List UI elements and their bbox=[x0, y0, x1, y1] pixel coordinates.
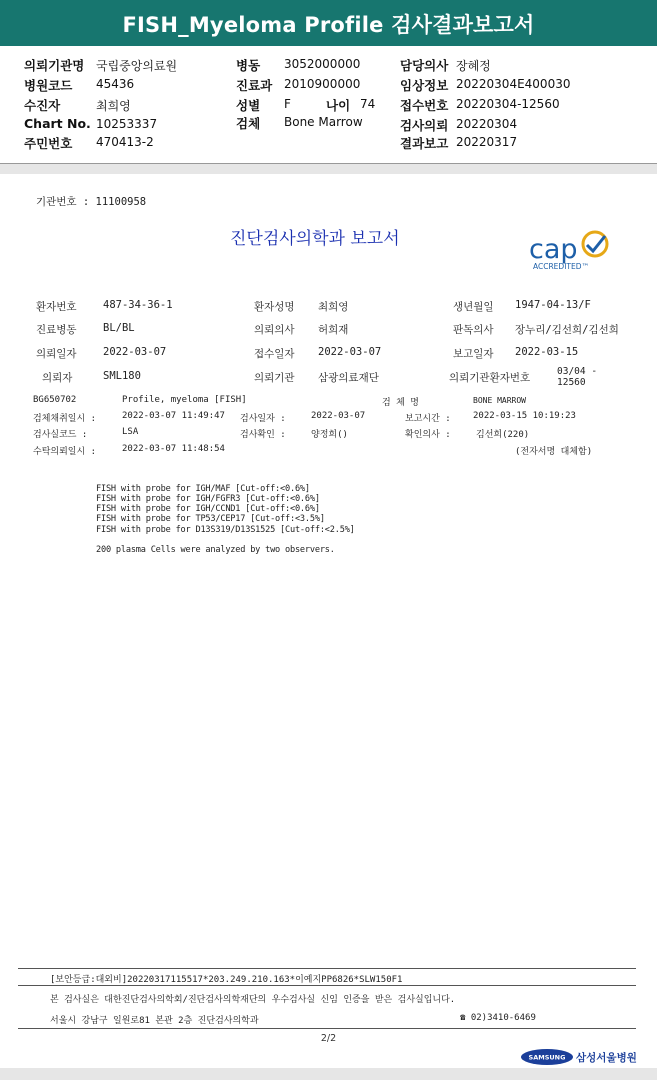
label-ward: 병동 bbox=[236, 58, 261, 73]
lab-address: 서울시 강남구 일원로81 본관 2층 진단검사의학과 bbox=[50, 1016, 259, 1026]
label-patient-name: 환자성명 bbox=[254, 301, 295, 313]
report-title: FISH_Myeloma Profile 검사결과보고서 bbox=[122, 13, 535, 37]
value-receipt-no: 20220304-12560 bbox=[456, 97, 560, 111]
value-confirm-doctor: 김선희(220) bbox=[476, 430, 530, 440]
value-physician: 장혜정 bbox=[456, 59, 491, 73]
label-age: 나이 bbox=[326, 98, 351, 113]
value-lab-code: LSA bbox=[122, 427, 139, 437]
label-receipt-no: 접수번호 bbox=[400, 98, 449, 113]
label-institution-patient-no: 의뢰기관환자번호 bbox=[449, 372, 531, 384]
value-request-institution: 삼광의료재단 bbox=[318, 372, 379, 384]
value-age: 74 bbox=[360, 97, 376, 111]
label-chart-no: Chart No. bbox=[24, 116, 91, 131]
value-collect-time: 2022-03-07 11:49:47 bbox=[122, 411, 225, 421]
page-number: 2/2 bbox=[320, 1033, 337, 1044]
label-report-time: 보고시간 : bbox=[405, 414, 451, 424]
value-report-time: 2022-03-15 10:19:23 bbox=[473, 411, 576, 421]
footer-top-line bbox=[18, 968, 636, 969]
label-physician: 담당의사 bbox=[400, 58, 449, 73]
cap-accredited-text: ACCREDITED™ bbox=[533, 262, 590, 271]
finding-line: FISH with probe for IGH/MAF [Cut-off:<0.6%] bbox=[96, 484, 310, 494]
label-reading-doctor: 판독의사 bbox=[453, 324, 494, 336]
footer-mid-line bbox=[18, 985, 636, 986]
finding-line: FISH with probe for IGH/FGFR3 [Cut-off:<0.6%] bbox=[96, 494, 320, 504]
label-patient-no: 환자번호 bbox=[36, 301, 77, 313]
label-specimen-name: 검 체 명 bbox=[382, 398, 419, 408]
label-confirm-doctor: 확인의사 : bbox=[405, 430, 451, 440]
value-resident-no: 470413-2 bbox=[96, 135, 154, 149]
value-department: 2010900000 bbox=[284, 77, 361, 91]
hospital-name-text: 삼성서울병원 bbox=[576, 1052, 637, 1064]
value-institution-patient-no: 03/04 - 12560 bbox=[557, 366, 598, 388]
samsung-hospital-logo bbox=[520, 1048, 640, 1066]
label-test-date: 검사일자 : bbox=[240, 414, 286, 424]
value-test-confirm: 양정희() bbox=[311, 430, 348, 440]
header-gray-band bbox=[0, 164, 657, 174]
value-test-date: 2022-03-07 bbox=[311, 411, 366, 421]
esign-note: (전자서명 대체함) bbox=[515, 447, 593, 457]
label-request-institution: 의뢰기관 bbox=[254, 372, 295, 384]
analysis-note: 200 plasma Cells were analyzed by two observers. bbox=[96, 545, 335, 555]
value-patient: 최희영 bbox=[96, 99, 131, 113]
report-heading: 진단검사의학과 보고서 bbox=[230, 229, 400, 249]
label-ward-code: 진료병동 bbox=[36, 324, 77, 336]
value-request-date: 2022-03-07 bbox=[103, 346, 167, 358]
bottom-gray-band bbox=[0, 1068, 657, 1080]
label-requesting-doctor: 의뢰의사 bbox=[254, 324, 295, 336]
certification-note: 본 검사실은 대한진단검사의학회/진단검사의학재단의 우수검사실 신임 인증을 받은 검사실입니다. bbox=[50, 995, 456, 1005]
finding-line: FISH with probe for D13S319/D13S1525 [Cut-off:<2.5%] bbox=[96, 525, 355, 535]
value-birth: 1947-04-13/F bbox=[515, 299, 591, 311]
value-requesting-institution: 국립중앙의료원 bbox=[96, 59, 178, 73]
footer-bottom-line bbox=[18, 1028, 636, 1029]
label-birth: 생년월일 bbox=[453, 301, 494, 313]
label-test-confirm: 검사확인 : bbox=[240, 430, 286, 440]
value-ward-code: BL/BL bbox=[103, 322, 135, 334]
label-lab-code: 검사실코드 : bbox=[33, 430, 88, 440]
value-consign-time: 2022-03-07 11:48:54 bbox=[122, 444, 225, 454]
label-sex: 성별 bbox=[236, 98, 261, 113]
label-consign-time: 수탁의뢰일시 : bbox=[33, 447, 97, 457]
value-requester: SML180 bbox=[103, 370, 141, 382]
label-patient: 수진자 bbox=[24, 98, 61, 113]
lab-phone: ☎ 02)3410-6469 bbox=[460, 1013, 536, 1023]
label-requester: 의뢰자 bbox=[42, 372, 73, 384]
value-sex: F bbox=[284, 97, 291, 111]
label-receipt-date: 접수일자 bbox=[254, 348, 295, 360]
security-line: [보안등급:대외비]20220317115517*203.249.210.163*이예지PP6826*SLW150F1 bbox=[50, 975, 403, 985]
label-clinical-info: 임상정보 bbox=[400, 78, 449, 93]
finding-line: FISH with probe for IGH/CCND1 [Cut-off:<0.6%] bbox=[96, 504, 320, 514]
label-department: 진료과 bbox=[236, 78, 273, 93]
label-specimen: 검체 bbox=[236, 116, 261, 131]
value-clinical-info: 20220304E400030 bbox=[456, 77, 571, 91]
value-ward: 3052000000 bbox=[284, 57, 361, 71]
value-requesting-doctor: 허희재 bbox=[318, 324, 349, 336]
label-resident-no: 주민번호 bbox=[24, 136, 73, 151]
value-result-report: 20220317 bbox=[456, 135, 518, 149]
value-test-request: 20220304 bbox=[456, 117, 518, 131]
title-bar bbox=[0, 0, 657, 46]
value-receipt-date: 2022-03-07 bbox=[318, 346, 382, 358]
cap-logo-text: cap bbox=[529, 234, 578, 265]
label-report-date: 보고일자 bbox=[453, 348, 494, 360]
value-patient-name: 최희영 bbox=[318, 301, 349, 313]
label-result-report: 결과보고 bbox=[400, 136, 449, 151]
test-name: Profile, myeloma [FISH] bbox=[122, 395, 247, 405]
value-hospital-code: 45436 bbox=[96, 77, 135, 91]
institution-number: 기관번호 : 11100958 bbox=[36, 196, 147, 208]
test-code: BG650702 bbox=[33, 395, 77, 405]
cap-accredited-logo bbox=[527, 230, 615, 272]
label-requesting-institution: 의뢰기관명 bbox=[24, 58, 85, 73]
label-collect-time: 검체채취일시 : bbox=[33, 414, 97, 424]
samsung-brand-text: SAMSUNG bbox=[528, 1053, 566, 1062]
finding-line: FISH with probe for TP53/CEP17 [Cut-off:<3.5%] bbox=[96, 514, 325, 524]
value-reading-doctor: 장누리/김선희/김선희 bbox=[515, 324, 619, 336]
value-chart-no: 10253337 bbox=[96, 117, 158, 131]
value-specimen-name: BONE MARROW bbox=[473, 396, 526, 405]
label-hospital-code: 병원코드 bbox=[24, 78, 73, 93]
label-request-date: 의뢰일자 bbox=[36, 348, 77, 360]
value-report-date: 2022-03-15 bbox=[515, 346, 579, 358]
value-patient-no: 487-34-36-1 bbox=[103, 299, 173, 311]
label-test-request: 검사의뢰 bbox=[400, 118, 449, 133]
value-specimen: Bone Marrow bbox=[284, 115, 363, 129]
